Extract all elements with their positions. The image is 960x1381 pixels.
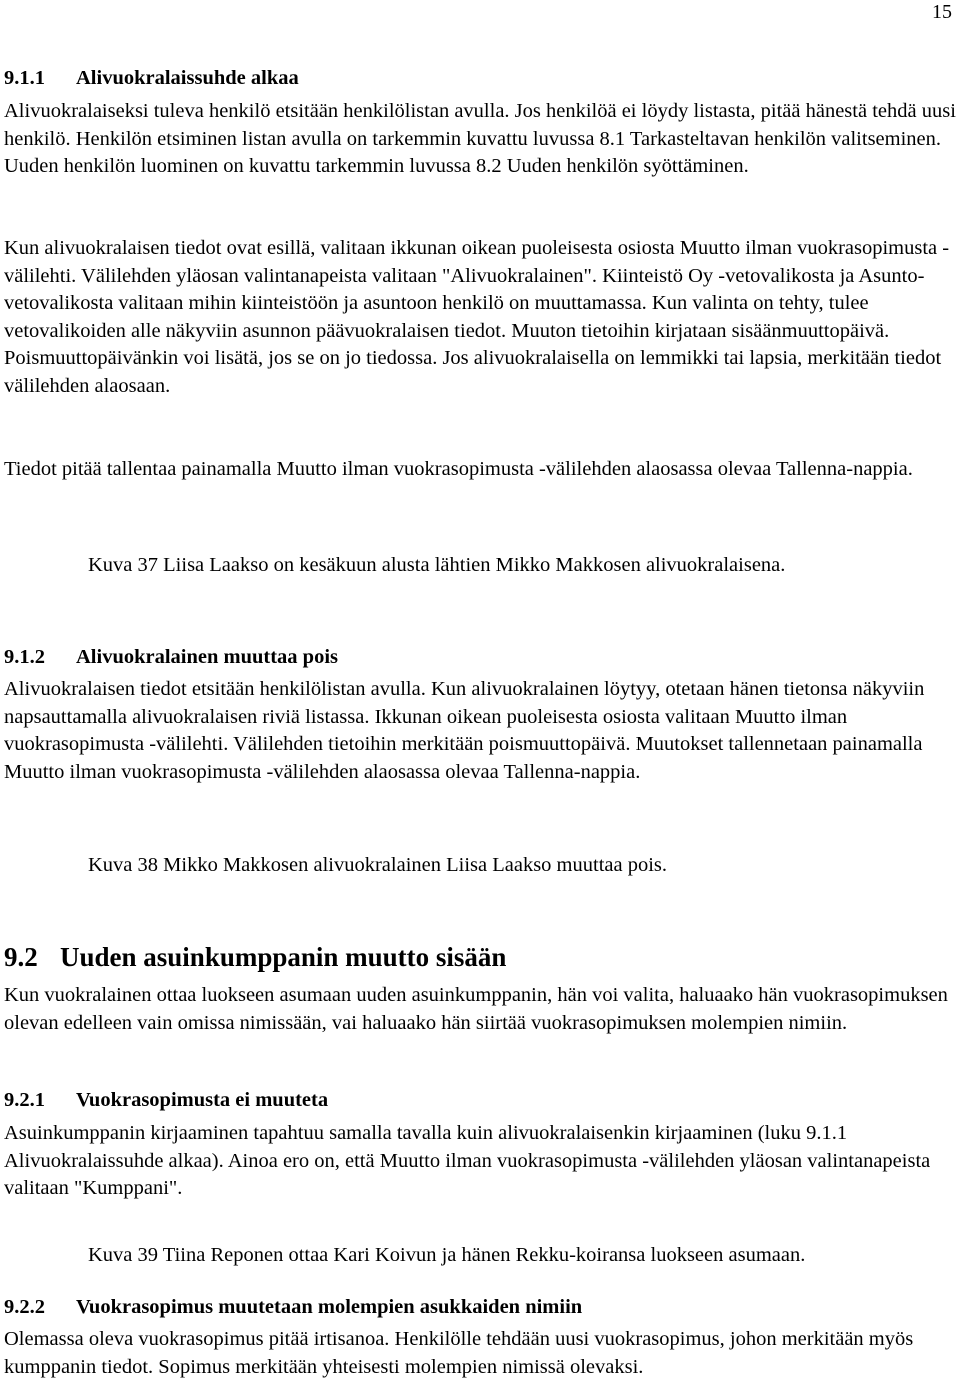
section-number: 9.1.1 [4, 67, 45, 89]
section-heading-9-2-1 [4, 1086, 956, 1114]
paragraph: Alivuokralaiseksi tuleva henkilö etsitään henkilölistan avulla. Jos henkilöä ei löydy listasta, pitää hänestä tehdä uusi henkilö. Henkilön etsiminen listan avulla on tarkemmin kuvattu luvussa 8.1 Tarkasteltavan henkilön valitseminen. Uuden henkilön luominen on kuvattu tarkemmin luvussa 8.2 Uuden henkilön syöttäminen. [4, 100, 956, 177]
section-title: Alivuokralaissuhde alkaa [76, 67, 299, 89]
section-title: Uuden asuinkumppanin muutto sisään [60, 942, 507, 972]
section-number: 9.2.2 [4, 1296, 45, 1318]
paragraph: Asuinkumppanin kirjaaminen tapahtuu samalla tavalla kuin alivuokralaisenkin kirjaaminen (luku 9.1.1 Alivuokralaissuhde alkaa). Ainoa ero on, että Muutto ilman vuokrasopimusta -välilehden yläosan valintanapeista valitaan "Kumppani". [4, 1122, 931, 1199]
section-heading-9-2-2 [4, 1293, 956, 1321]
paragraph: Kun vuokralainen ottaa luokseen asumaan uuden asuinkumppanin, hän voi valita, haluaako hän vuokrasopimuksen olevan edelleen vain omissa nimissään, vai haluaako hän siirtää vuokrasopimuksen molempien nimiin. [4, 984, 948, 1034]
section-heading-9-1-2 [4, 643, 956, 671]
paragraph: Kun alivuokralaisen tiedot ovat esillä, valitaan ikkunan oikean puoleisesta osiosta Muutto ilman vuokrasopimusta -välilehti. Välilehden yläosan valintanapeista valitaan "Alivuokralainen". Kiinteistö Oy -vetovalikosta ja Asunto-vetovalikosta valitaan mihin kiinteistöön ja asuntoon henkilö on muuttamassa. Kun valinta on tehty, tulee vetovalikoiden alle näkyviin asunnon päävuokralaisen tiedot. Muuton tietoihin kirjataan sisäänmuuttopäivä. Poismuuttopäivänkin voi lisätä, jos se on jo tiedossa. Jos alivuokralaisella on lemmikki tai lapsia, merkitään tiedot välilehden alaosaan. [4, 237, 950, 397]
section-title: Vuokrasopimus muutetaan molempien asukkaiden nimiin [76, 1296, 583, 1318]
section-heading-9-2 [4, 940, 956, 974]
paragraph: Tiedot pitää tallentaa painamalla Muutto ilman vuokrasopimusta -välilehden alaosassa olevaa Tallenna-nappia. [4, 458, 913, 480]
section-number: 9.1.2 [4, 646, 45, 668]
section-heading-9-1-1 [4, 64, 956, 92]
section-title: Vuokrasopimusta ei muuteta [76, 1089, 329, 1111]
section-number: 9.2 [4, 942, 38, 972]
figure-caption: Kuva 37 Liisa Laakso on kesäkuun alusta lähtien Mikko Makkosen alivuokralaisena. [88, 554, 786, 576]
paragraph: Olemassa oleva vuokrasopimus pitää irtisanoa. Henkilölle tehdään uusi vuokrasopimus, johon merkitään myös kumppanin tiedot. Sopimus merkitään yhteisesti molempien nimissä olevaksi. [4, 1328, 914, 1378]
paragraph: Alivuokralaisen tiedot etsitään henkilölistan avulla. Kun alivuokralainen löytyy, otetaan hänen tietonsa näkyviin napsauttamalla alivuokralaisen riviä listassa. Ikkunan oikean puoleisesta osiosta valitaan Muutto ilman vuokrasopimusta -välilehti. Välilehden tietoihin merkitään poismuuttopäivä. Muutokset tallennetaan painamalla Muutto ilman vuokrasopimusta -välilehden alaosassa olevaa Tallenna-nappia. [4, 678, 925, 783]
figure-caption: Kuva 39 Tiina Reponen ottaa Kari Koivun ja hänen Rekku-koiransa luokseen asumaan. [88, 1244, 806, 1266]
page-number: 15 [932, 1, 952, 23]
section-number: 9.2.1 [4, 1089, 45, 1111]
section-title: Alivuokralainen muuttaa pois [76, 646, 338, 668]
figure-caption: Kuva 38 Mikko Makkosen alivuokralainen Liisa Laakso muuttaa pois. [88, 854, 668, 876]
